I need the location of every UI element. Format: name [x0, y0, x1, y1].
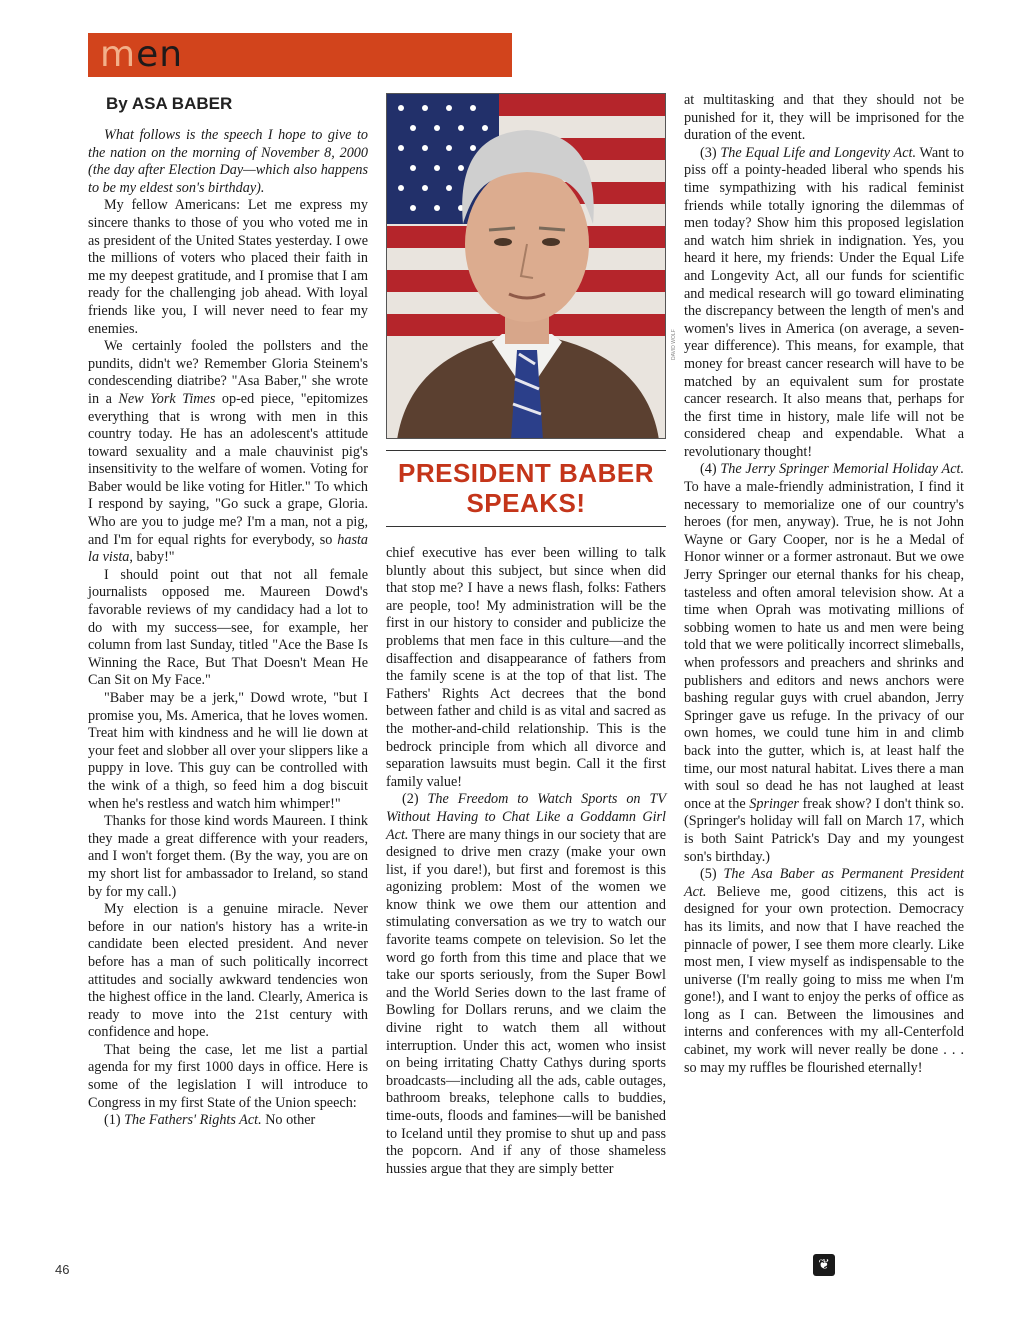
paragraph: (3) The Equal Life and Longevity Act. Want to piss off a pointy-headed liberal who spends his time sympathizing with his radical feminist friends while totally ignoring the dilemmas of men today? Show him this proposed legislation and watch him shriek in indignation. Yes, you heard it here, my friends: Under the Equal Life and Longevity Act, all our funds for scientific and medical research will go toward eliminating the discrepancy between the length of men's and women's lives in America (on average, a seven-year difference). This means, for example, that money for breast cancer research will have to be matched by an equivalent sum for prostate cancer research. It also means that, perhaps for the first time in history, male life will not be considered cheap and expendable. What a revolutionary thought!: [684, 144, 964, 460]
president-portrait: [386, 93, 666, 439]
section-title: men: [100, 34, 184, 75]
paragraph: (2) The Freedom to Watch Sports on TV Without Having to Chat Like a Goddamn Girl Act. There are many things in our society that are designed to drive men crazy (make your own list, if you dare!), but first and foremost is this agonizing problem: Most of the women we know think we owe them our attention and stimulating conversation as we try to watch our favorite teams compete on television. So let the word go forth from this time and place that we take our sports seriously, from the Super Bowl and the World Series down to the last frame of Bowling for Dollars reruns, and we claim the divine right to watch them all without interruption. Under this act, women who insist on being irritating Chatty Cathys during sports broadcasts—including all the ads, cable outages, bathroom breaks, telephone calls to buddies, time-outs, floods and famines—will be banished to Iceland until they promise to shut up and pass the popcorn. And if any of those shameless hussies argue that they are simply better: [386, 791, 666, 1177]
article-column-1: [88, 127, 368, 1267]
art-credit: DAVID WOLF: [671, 329, 677, 360]
paragraph: at multitasking and that they should not be punished for it, they will be imprisoned for the duration of the event.: [684, 92, 964, 144]
paragraph: (1) The Fathers' Rights Act. No other: [104, 1112, 316, 1129]
headline: PRESIDENT BABER SPEAKS!: [398, 458, 654, 518]
paragraph: "Baber may be a jerk," Dowd wrote, "but I promise you, Ms. America, that he loves women. Treat him with kindness and he will lie down at your feet and slobber all over your slippers like a puppy in love. This guy can be controlled with the wink of a thigh, so feed him a dog biscuit when he's restless and watch him whimper!": [88, 690, 368, 812]
headline-rule-bottom: [386, 526, 666, 527]
paragraph: Thanks for those kind words Maureen. I think they made a great difference with your readers, and I won't forget them. (By the way, you are on my short list for ambassador to Ireland, so stand by for my call.): [88, 813, 368, 900]
paragraph: My election is a genuine miracle. Never before in our nation's history has a write-in candidate been elected president. And never before has a man of such politically incorrect attitudes and socially awkward tendencies won the highest office in the land. Clearly, America is ready to move into the 21st century with confidence and hope.: [88, 901, 368, 1041]
article-column-2: [386, 545, 666, 1285]
paragraph: chief executive has ever been willing to talk bluntly about this subject, but since when did that stop me? I have a news flash, folks: Fathers are people, too! My administration will be the first in our history to consider and publicize the problems that men face in this culture—and the disaffection and disappearance of fathers from the family scene is at the top of that list. The Fathers' Rights Act decrees that the bond between father and child is as vital and sacred as the mother-and-child relationship. This is the bedrock principle from which all divorce and separation lawsuits must begin. Call it the first family value!: [386, 545, 666, 790]
byline: By ASA BABER: [106, 94, 233, 113]
headline-rule-top: [386, 450, 666, 451]
page-number: 46: [55, 1262, 70, 1277]
paragraph: (4) The Jerry Springer Memorial Holiday Act. To have a male-friendly administration, I find it necessary to memorialize one of our country's heroes (for men, anyway). True, he is not John Wayne or Gary Cooper, nor is he a Medal of Honor winner or a former astronaut. But we owe Jerry Springer our eternal thanks for his cheap, tasteless and often amoral television show. At a time when Oprah was motivating millions of sobbing women to hate us and men were being told that we were politically incorrect slimeballs, when professors and preachers and shrinks and publishers and editors and news anchors were bashing regular guys with cruel abandon, Jerry Springer gave us refuge. In the privacy of our own homes, we could tune him in and climb back into the gutter, which is, at least half the time, our most natural habitat. Lives there a man with soul so dead he has not laughed at least once at the Springer freak show? I don't think so. (Springer's holiday will fall on March 17, which is both Saint Patrick's Day and my youngest son's birthday.): [684, 461, 965, 865]
paragraph: That being the case, let me list a partial agenda for my first 1000 days in office. Here is some of the legislation I will introduce to Congress in my first State of the Union speech:: [88, 1041, 368, 1111]
paragraph: (5) The Asa Baber as Permanent President Act. Believe me, good citizens, this act is designed for your own protection. Democracy has its limits, and now that I have reached the pinnacle of power, I see them more clearly. Like most men, I view myself as indispensable to the universe (I'm really going to miss me when I'm gone!), and I want to enjoy the perks of office as long as I can. Between the limousines and interns and conferences with my all-Centerfold cabinet, my work will never really be done . . . so may my ruffles be flourished eternally!: [684, 866, 964, 1076]
section-banner: [88, 33, 512, 77]
paragraph: We certainly fooled the pollsters and the pundits, didn't we? Remember Gloria Steinem's condescending diatribe? "Asa Baber," she wrote in a New York Times op-ed piece, "epitomizes everything that is wrong with men in this country today. He has an adolescent's attitude toward sexuality and a male chauvinist pig's insensitivity to the welfare of women. Voting for Baber would be like voting for Hitler." To which I respond by saying, "Go suck a grape, Gloria. Who are you to judge me? I'm a man, not a pig, and I'm for equal rights for everybody, so hasta la vista, baby!": [88, 338, 368, 566]
intro-paragraph: What follows is the speech I hope to give to the nation on the morning of November 8, 2000 (the day after Election Day—which also happens to be my eldest son's birthday).: [88, 127, 368, 196]
article-column-3: [684, 92, 964, 1272]
paragraph: I should point out that not all female journalists opposed me. Maureen Dowd's favorable reviews of my candidacy had a lot to do with my success—see, for example, her column from last Sunday, titled "Ace the Base Is Winning the Race, But That Doesn't Mean He Can Sit on My Face.": [88, 566, 368, 689]
end-mark-icon: ❦: [813, 1254, 835, 1276]
portrait-illustration: [387, 94, 666, 439]
paragraph: My fellow Americans: Let me express my sincere thanks to those of you who voted me in as president of the United States yesterday. I owe the millions of voters who placed their faith in me my deepest gratitude, and I promise that I am ready for the challenging job ahead. With loyal friends like you, I will never need to fear my enemies.: [88, 197, 368, 337]
